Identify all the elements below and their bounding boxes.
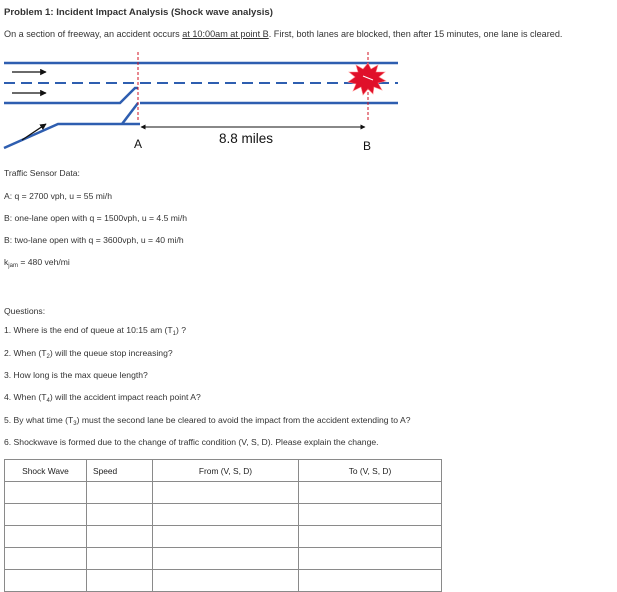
q1-subscript: 1 [172,331,176,337]
q5-subscript: 3 [73,421,77,427]
road-bottom-edge [4,88,138,103]
q2-text: 2. When (T [4,348,47,358]
point-a-label: A [134,137,143,151]
q4-text-end: ) will the accident impact reach point A? [49,392,201,402]
header-speed: Speed [87,460,153,482]
ramp-junction [122,103,138,124]
table-cell[interactable] [5,570,87,592]
freeway-diagram [0,48,617,158]
question-4 [4,392,201,404]
intro-accident-location: at 10:00am at point B [182,29,269,39]
on-ramp-lower [4,124,140,148]
table-row [5,570,442,592]
kjam-value: = 480 veh/mi [17,257,70,267]
table-cell[interactable] [153,482,299,504]
intro-text-end: . First, both lanes are blocked, then after 15 minutes, one lane is cleared. [268,29,563,39]
q1-text-end: ) ? [175,325,187,335]
table-cell[interactable] [87,504,153,526]
table-cell[interactable] [5,548,87,570]
table-cell[interactable] [87,526,153,548]
sensor-a: A: q = 2700 vph, u = 55 mi/h [4,191,112,201]
table-row [5,482,442,504]
sensor-heading: Traffic Sensor Data: [4,168,80,178]
sensor-kjam [4,257,70,269]
q5-text: 5. By what time (T [4,415,74,425]
table-cell[interactable] [153,548,299,570]
q5-text-end: ) must the second lane be cleared to avoid the impact from the accident extending to A? [76,415,411,425]
table-cell[interactable] [299,482,442,504]
problem-intro [4,29,562,39]
q1-text: 1. Where is the end of queue at 10:15 am (T [4,325,173,335]
table-row [5,548,442,570]
questions-heading: Questions: [4,306,46,316]
q4-subscript: 4 [46,398,50,404]
header-shock-wave: Shock Wave [5,460,87,482]
table-row [5,526,442,548]
problem-title: Problem 1: Incident Impact Analysis (Shock wave analysis) [4,7,273,18]
question-5 [4,415,411,427]
point-b-label: B [363,139,372,153]
table-cell[interactable] [87,548,153,570]
kjam-subscript: jam [8,263,18,269]
table-header-row [5,460,442,482]
q2-subscript: 2 [46,354,50,360]
table-cell[interactable] [299,504,442,526]
table-cell[interactable] [153,526,299,548]
sensor-b-two-lane: B: two-lane open with q = 3600vph, u = 40 mi/h [4,235,184,245]
header-from: From (V, S, D) [153,460,299,482]
question-6: 6. Shockwave is formed due to the change of traffic condition (V, S, D). Please explain the change. [4,437,379,447]
question-3: 3. How long is the max queue length? [4,370,148,380]
table-row [5,504,442,526]
distance-label: 8.8 miles [219,131,274,146]
table-cell[interactable] [87,570,153,592]
table-cell[interactable] [299,526,442,548]
kjam-symbol: k [4,257,9,267]
table-cell[interactable] [153,570,299,592]
table-cell[interactable] [153,504,299,526]
table-cell[interactable] [299,548,442,570]
header-to: To (V, S, D) [299,460,442,482]
table-cell[interactable] [5,504,87,526]
sensor-b-one-lane: B: one-lane open with q = 1500vph, u = 4.5 mi/h [4,213,187,223]
table-cell[interactable] [5,526,87,548]
question-1 [4,325,186,337]
q2-text-end: ) will the queue stop increasing? [49,348,173,358]
table-cell[interactable] [5,482,87,504]
table-cell[interactable] [299,570,442,592]
q4-text: 4. When (T [4,392,47,402]
table-cell[interactable] [87,482,153,504]
intro-text-start: On a section of freeway, an accident occurs [4,29,183,39]
on-ramp-upper [100,103,120,115]
accident-burst-icon [348,63,386,95]
question-2 [4,348,173,360]
shockwave-table [4,459,442,592]
